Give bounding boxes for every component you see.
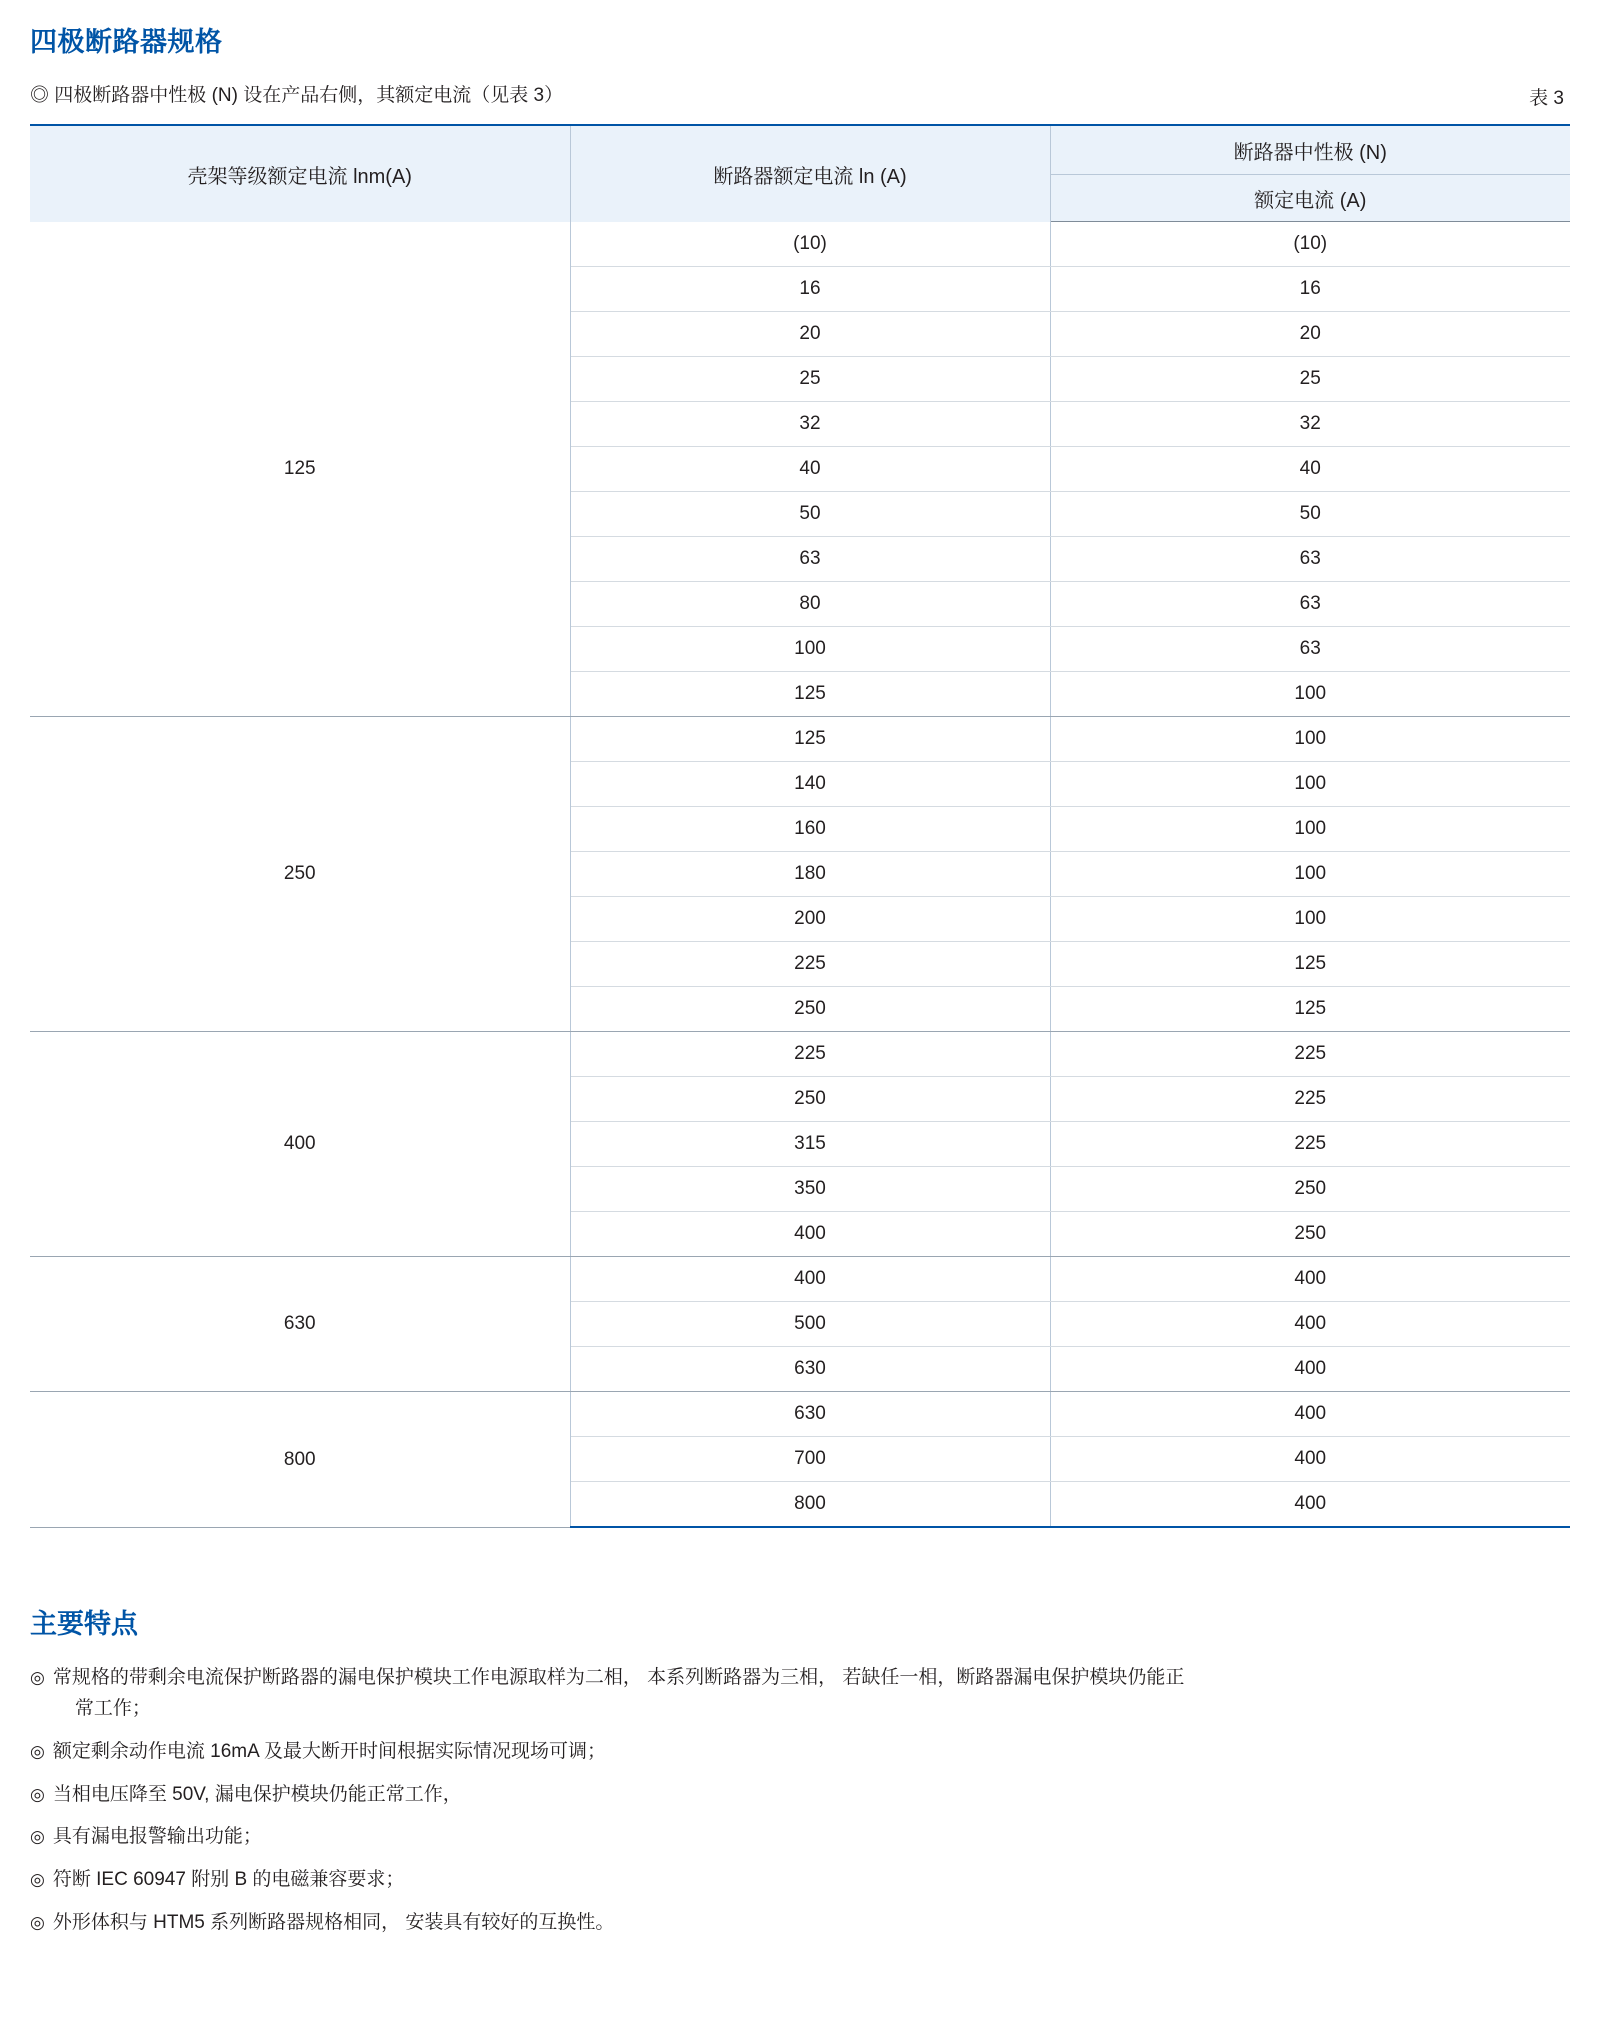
table-row xyxy=(30,1032,1570,1077)
feature-text-line2: 常工作； xyxy=(74,1698,151,1720)
feature-item xyxy=(30,1663,1570,1725)
cell-neutral-current: 250 xyxy=(1050,1212,1570,1257)
feature-text-line1: 符断 IEC 60947 附别 B 的电磁兼容要求； xyxy=(52,1869,405,1891)
cell-rated-current: 700 xyxy=(570,1437,1050,1482)
cell-rated-current: 25 xyxy=(570,357,1050,402)
cell-neutral-current: 400 xyxy=(1050,1302,1570,1347)
col-header-rated-current: 断路器额定电流 ln (A) xyxy=(570,125,1050,222)
cell-rated-current: 160 xyxy=(570,807,1050,852)
cell-neutral-current: 63 xyxy=(1050,627,1570,672)
cell-frame-rating: 800 xyxy=(30,1392,570,1528)
features-list xyxy=(30,1663,1570,1938)
cell-neutral-current: 100 xyxy=(1050,852,1570,897)
cell-rated-current: (10) xyxy=(570,222,1050,267)
table-row xyxy=(30,222,1570,267)
cell-frame-rating: 630 xyxy=(30,1257,570,1392)
feature-item xyxy=(30,1737,1570,1768)
feature-text xyxy=(53,1865,1570,1896)
table-row xyxy=(30,1392,1570,1437)
cell-neutral-current: 400 xyxy=(1050,1347,1570,1392)
cell-neutral-current: 400 xyxy=(1050,1392,1570,1437)
table-row xyxy=(30,1257,1570,1302)
cell-rated-current: 32 xyxy=(570,402,1050,447)
cell-neutral-current: 100 xyxy=(1050,897,1570,942)
four-pole-spec-table xyxy=(30,124,1570,1528)
cell-rated-current: 180 xyxy=(570,852,1050,897)
cell-neutral-current: 25 xyxy=(1050,357,1570,402)
intro-note xyxy=(30,82,563,111)
feature-bullet-icon: ◎ xyxy=(30,1870,45,1890)
feature-text xyxy=(53,1737,1570,1768)
cell-neutral-current: 125 xyxy=(1050,942,1570,987)
cell-rated-current: 140 xyxy=(570,762,1050,807)
cell-rated-current: 20 xyxy=(570,312,1050,357)
feature-bullet-icon: ◎ xyxy=(30,1827,45,1847)
col-header-neutral-rated: 额定电流 (A) xyxy=(1050,175,1570,222)
cell-neutral-current: 400 xyxy=(1050,1257,1570,1302)
cell-neutral-current: 225 xyxy=(1050,1122,1570,1167)
features-section xyxy=(30,1602,1570,1938)
table-number-label: 表 3 xyxy=(1529,88,1564,110)
cell-frame-rating: 250 xyxy=(30,717,570,1032)
cell-rated-current: 125 xyxy=(570,672,1050,717)
col-header-neutral-pole: 断路器中性极 (N) xyxy=(1050,125,1570,175)
feature-bullet-icon: ◎ xyxy=(30,1741,45,1761)
cell-rated-current: 250 xyxy=(570,987,1050,1032)
cell-rated-current: 50 xyxy=(570,492,1050,537)
table-head xyxy=(30,125,1570,222)
page-title: 四极断路器规格 xyxy=(30,27,223,57)
cell-neutral-current: 250 xyxy=(1050,1167,1570,1212)
cell-frame-rating: 400 xyxy=(30,1032,570,1257)
feature-item xyxy=(30,1865,1570,1896)
cell-neutral-current: 63 xyxy=(1050,582,1570,627)
feature-text-line1: 当相电压降至 50V, 漏电保护模块仍能正常工作， xyxy=(52,1783,462,1805)
col-header-frame: 壳架等级额定电流 lnm(A) xyxy=(30,125,570,222)
cell-neutral-current: 400 xyxy=(1050,1437,1570,1482)
cell-neutral-current: 100 xyxy=(1050,762,1570,807)
cell-neutral-current: 16 xyxy=(1050,267,1570,312)
cell-rated-current: 400 xyxy=(570,1212,1050,1257)
feature-bullet-icon: ◎ xyxy=(30,1784,45,1804)
feature-text-line1: 外形体积与 HTM5 系列断路器规格相同， 安装具有较好的互换性。 xyxy=(52,1911,615,1933)
cell-rated-current: 500 xyxy=(570,1302,1050,1347)
cell-neutral-current: 63 xyxy=(1050,537,1570,582)
cell-neutral-current: 40 xyxy=(1050,447,1570,492)
cell-neutral-current: 20 xyxy=(1050,312,1570,357)
cell-rated-current: 225 xyxy=(570,942,1050,987)
cell-neutral-current: 50 xyxy=(1050,492,1570,537)
cell-rated-current: 250 xyxy=(570,1077,1050,1122)
cell-neutral-current: 32 xyxy=(1050,402,1570,447)
cell-rated-current: 16 xyxy=(570,267,1050,312)
cell-neutral-current: 100 xyxy=(1050,807,1570,852)
cell-rated-current: 315 xyxy=(570,1122,1050,1167)
feature-bullet-icon: ◎ xyxy=(30,1668,45,1688)
cell-rated-current: 200 xyxy=(570,897,1050,942)
feature-text xyxy=(53,1780,1570,1811)
cell-rated-current: 400 xyxy=(570,1257,1050,1302)
table-body xyxy=(30,222,1570,1528)
cell-neutral-current: 400 xyxy=(1050,1482,1570,1528)
cell-rated-current: 630 xyxy=(570,1392,1050,1437)
cell-rated-current: 40 xyxy=(570,447,1050,492)
cell-rated-current: 350 xyxy=(570,1167,1050,1212)
feature-item xyxy=(30,1822,1570,1853)
feature-item xyxy=(30,1780,1570,1811)
cell-rated-current: 80 xyxy=(570,582,1050,627)
cell-rated-current: 100 xyxy=(570,627,1050,672)
cell-rated-current: 225 xyxy=(570,1032,1050,1077)
cell-rated-current: 800 xyxy=(570,1482,1050,1528)
cell-neutral-current: 225 xyxy=(1050,1077,1570,1122)
cell-frame-rating: 125 xyxy=(30,222,570,717)
intro-row xyxy=(30,82,1570,111)
feature-text-line1: 额定剩余动作电流 16mA 及最大断开时间根据实际情况现场可调； xyxy=(52,1740,606,1762)
cell-neutral-current: 100 xyxy=(1050,672,1570,717)
feature-text-line1: 常规格的带剩余电流保护断路器的漏电保护模块工作电源取样为二相， 本系列断路器为三相， 若缺任一相，断路器漏电保护模块仍能正 xyxy=(52,1667,1185,1689)
cell-neutral-current: 225 xyxy=(1050,1032,1570,1077)
feature-text-line1: 具有漏电报警输出功能； xyxy=(52,1826,262,1848)
cell-rated-current: 125 xyxy=(570,717,1050,762)
cell-rated-current: 630 xyxy=(570,1347,1050,1392)
cell-rated-current: 63 xyxy=(570,537,1050,582)
cell-neutral-current: (10) xyxy=(1050,222,1570,267)
feature-text xyxy=(53,1663,1570,1725)
feature-text xyxy=(53,1908,1570,1939)
table-row xyxy=(30,717,1570,762)
intro-bullet-icon: ◎ xyxy=(30,84,50,106)
cell-neutral-current: 125 xyxy=(1050,987,1570,1032)
features-title: 主要特点 xyxy=(30,1609,138,1640)
cell-neutral-current: 100 xyxy=(1050,717,1570,762)
feature-text xyxy=(53,1822,1570,1853)
feature-bullet-icon: ◎ xyxy=(30,1912,45,1932)
intro-text: 四极断路器中性极 (N) 设在产品右侧，其额定电流（见表 3） xyxy=(54,84,564,106)
feature-item xyxy=(30,1908,1570,1939)
